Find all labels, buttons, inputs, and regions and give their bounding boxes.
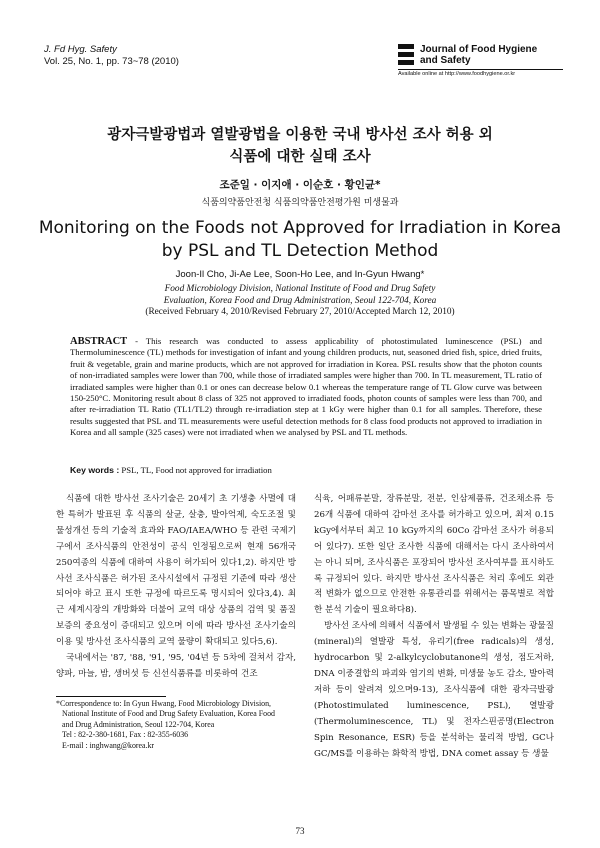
footnote-line: Tel : 82-2-380-1681, Fax : 82-355-6036 bbox=[62, 730, 189, 740]
body-paragraph: 방사선 조사에 의해서 식품에서 발생될 수 있는 변화는 광물질(mineral)의 열발광 특성, 유리기(free radicals)의 생성, hydrocarbon 및 2-alkylcyclobutanone의 생성, 점도저하, DNA 이중결합의 파괴와 염기의 변화, 미생물 농도 감소, 발아력 저하 등이 알려져 있으며9-13), 조사식품에 대한 광자극발광(Photostimulated luminescence, PSL), 열발광(Thermoluminescence, TL) 및 전자스핀공명(Electron Spin Resonance, ESR) 등을 분석하는 물리적 방법, GC나 GC/MS를 이용하는 화학적 방법, DNA comet assay 등 생물 bbox=[314, 621, 554, 759]
journal-url: Available online at http://www.foodhygiene.or.kr bbox=[398, 69, 563, 77]
journal-logo-icon bbox=[398, 44, 414, 66]
journal-citation bbox=[44, 44, 179, 68]
abstract bbox=[70, 336, 542, 439]
body-left-column bbox=[56, 492, 296, 683]
body-paragraph: 식품에 대한 방사선 조사기술은 20세기 초 기생충 사멸에 대한 특허가 발표된 후 식품의 살균, 살충, 발아억제, 숙도조절 및 물성개선 등의 기술적 효과와 FAO/IAEA/WHO 등 관련 국제기구에서 조사식품의 안전성이 공식 인정됨으로써 현재 56개국 250여종의 식품에 대하여 사용이 허가되어 있다1,2). 하지만 방사선 조사식품은 허가된 조사시설에서 규정된 기준에 따라 생산되어야 하고 표시 또한 규정에 따르도록 명시되어 있다3,4). 최근 세계시장의 개방화와 더불어 교역 대상 상품의 검역 및 품질 보증의 중요성이 증대되고 있으며 이에 따라 방사선 조사기술의 이용 및 방사선 조사식품의 교역 물량이 확대되고 있다5,6). bbox=[56, 494, 296, 648]
korean-affiliation: 식품의약품안전청 식품의약품안전평가원 미생물과 bbox=[201, 198, 399, 208]
english-affiliation-line-2: Evaluation, Korea Food and Drug Administration, Seoul 122-704, Korea bbox=[163, 296, 437, 306]
correspondence-footnote bbox=[56, 699, 301, 751]
body-right-column bbox=[314, 492, 554, 762]
footnote-email: E-mail : inghwang@korea.kr bbox=[62, 740, 155, 750]
footnote-line: and Drug Administration, Seoul 122-704, Korea bbox=[62, 719, 215, 729]
footnote-divider bbox=[56, 696, 166, 697]
korean-title-line-1: 광자극발광법과 열발광법을 이용한 국내 방사선 조사 허용 외 bbox=[107, 127, 493, 143]
journal-volume: Vol. 25, No. 1, pp. 73~78 (2010) bbox=[44, 56, 179, 67]
journal-logo-name-2: and Safety bbox=[420, 55, 471, 66]
keywords bbox=[70, 465, 272, 475]
body-paragraph: 국내에서는 '87, '88, '91, '95, '04년 등 5차에 걸쳐서 감자, 양파, 마늘, 밤, 생버섯 등 신선식품류를 비롯하여 건조 bbox=[56, 653, 296, 679]
keywords-text: PSL, TL, Food not approved for irradiation bbox=[119, 465, 272, 475]
page-number: 73 bbox=[295, 826, 305, 836]
english-affiliation-line-1: Food Microbiology Division, National Institute of Food and Drug Safety bbox=[164, 284, 436, 294]
korean-authors: 조준일 · 이지애 · 이순호 · 황인균* bbox=[219, 179, 381, 191]
english-title-line-2: by PSL and TL Detection Method bbox=[161, 241, 439, 261]
footnote-line: National Institute of Food and Drug Safety Evaluation, Korea Food bbox=[62, 709, 276, 719]
body-paragraph: 식육, 어패류분말, 장류분말, 전분, 인삼제품류, 건조채소류 등 26개 식품에 대하여 감마선 조사를 허가하고 있으며, 최저 0.15 kGy에서부터 최고 10 kGy까지의 60Co 감마선 조사가 허용되어 있다7). 또한 일단 조사한 식품에 대해서는 다시 조사하여서는 아니 되며, 조사식품은 포장되어 방사선 조사여부를 표시하도록 규정되어 있다. 하지만 방사선 조사식품은 처리 후에도 외관적 변화가 없으므로 안전한 유통관리를 위해서는 품목별로 적합한 분석 기술이 필요하다8). bbox=[314, 494, 554, 616]
journal-short-title: J. Fd Hyg. Safety bbox=[44, 44, 117, 55]
received-dates: (Received February 4, 2010/Revised February 27, 2010/Accepted March 12, 2010) bbox=[145, 307, 455, 317]
abstract-text: - This research was conducted to assess applicability of photostimulated luminescence (PSL) and Thermoluminescence (TL) methods for investigation of infant and young children products, nut, seasoned dried fish, spice, dried fruits, fruit & vegetable, grain and marine products, which are not approved for irradiation in Korea. PSL results show that the photon counts of non-irradiated samples were lower than 700, while those of irradiated samples were higher than 700. In TL measurement, TL ratio of irradiated samples were higher than 0.1 or ones can decrease below 0.1 whereas the temperature range of TL Glow curve was between 150-250°C. Monitoring result about 8 class of 325 not approved to irradiated foods, photon counts of samples were less than 700, and after re-irradiation TL Ratio (TL1/TL2) through re-irradiation step at 1 kGy were higher than 0.1 for all samples. Therefore, these results suggested that PSL and TL measurements were useful detection methods for 8 class food products not approved to irradiation in Korea and all sample (325 cases) were not irradiated when we analysed by PSL and TL methods. bbox=[70, 336, 542, 438]
english-title bbox=[0, 217, 600, 263]
journal-logo bbox=[398, 44, 563, 77]
footnote-line: *Correspondence to: In Gyun Hwang, Food Microbiology Division, bbox=[56, 699, 271, 708]
english-title-line-1: Monitoring on the Foods not Approved for Irradiation in Korea bbox=[38, 218, 562, 238]
abstract-label: ABSTRACT bbox=[70, 336, 128, 347]
korean-title bbox=[0, 124, 600, 168]
english-authors: Joon-Il Cho, Ji-Ae Lee, Soon-Ho Lee, and In-Gyun Hwang* bbox=[175, 269, 425, 280]
keywords-label: Key words : bbox=[70, 465, 120, 475]
korean-title-line-2: 식품에 대한 실태 조사 bbox=[229, 149, 371, 165]
english-affiliation bbox=[0, 283, 600, 307]
journal-logo-name-1: Journal of Food Hygiene bbox=[420, 44, 538, 55]
